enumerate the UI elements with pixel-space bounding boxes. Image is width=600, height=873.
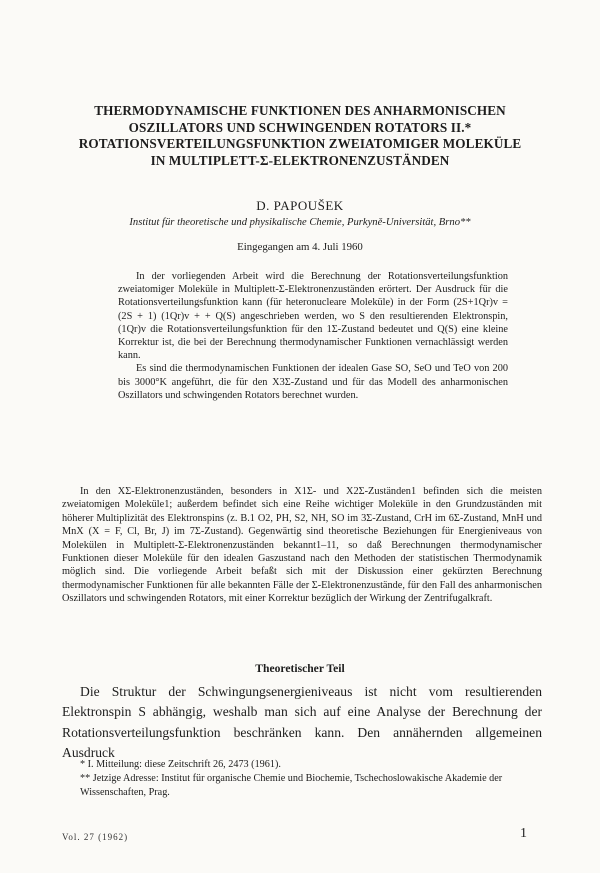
- section-body: [62, 682, 542, 764]
- footnotes: [62, 758, 542, 800]
- abstract-paragraph: In der vorliegenden Arbeit wird die Berechnung der Rotationsverteilungsfunktion zweiatomiger Moleküle in Multiplett-Σ-Elektronenzuständen erörtert. Der Ausdruck für die Rotationsverteilungsfunktion kann (für heteronucleare Moleküle) in der Form (2S+1Qr)v = (2S + 1) (1Qr)v + + Q(S) angeschrieben werden, wo S den resultierenden Elektronspin, (1Qr)v die Rotationsverteilungsfunktion für den 1Σ-Zustand bedeutet und Q(S) eine kleine Korrektur ist, die bei der Berechnung thermodynamischer Funktionen vernachlässigt werden kann.: [118, 271, 508, 362]
- title-line: IN MULTIPLETT-Σ-ELEKTRONENZUSTÄNDEN: [150, 152, 450, 168]
- section-paragraph: Die Struktur der Schwingungsenergieniveaus ist nicht vom resultierenden Elektronspin S abhängig, weshalb man sich auf eine Analyse der Berechnung der Rotationsverteilungsfunktion beschränken kann. Den annähernden allgemeinen Ausdruck: [62, 684, 542, 761]
- abstract-paragraph: Es sind die thermodynamischen Funktionen der idealen Gase SO, SeO und TeO von 200 bis 3000°K angeführt, die für den X3Σ-Zustand und für das Modell des anharmonischen Oszillators und schwingenden Rotators berechnet wurden.: [118, 363, 508, 401]
- introduction: [62, 485, 542, 606]
- article-title: [40, 103, 560, 169]
- title-line: ROTATIONSVERTEILUNGSFUNKTION ZWEIATOMIGER MOLEKÜLE: [78, 136, 522, 151]
- journal-volume: Vol. 27 (1962): [62, 832, 129, 842]
- footnote: * I. Mitteilung: diese Zeitschrift 26, 2473 (1961).: [80, 759, 281, 770]
- section-heading: Theoretischer Teil: [255, 662, 345, 675]
- received-date: Eingegangen am 4. Juli 1960: [237, 241, 363, 253]
- title-line: OSZILLATORS UND SCHWINGENDEN ROTATORS II.*: [128, 119, 472, 135]
- author-affiliation: Institut für theoretische und physikalische Chemie, Purkyně-Universität, Brno**: [129, 217, 471, 228]
- abstract: [118, 270, 508, 402]
- footnote: ** Jetzige Adresse: Institut für organische Chemie und Biochemie, Tschechoslowakische Akademie der Wissenschaften, Prag.: [80, 773, 503, 798]
- author-name: D. PAPOUŠEK: [256, 198, 344, 213]
- body-paragraph: In den XΣ-Elektronenzuständen, besonders in X1Σ- und X2Σ-Zuständen1 befinden sich die meisten zweiatomigen Moleküle1; außerdem befindet sich eine Reihe wichtiger Moleküle in den Grundzuständen mit höherer Multiplizität des Elektronspins (z. B.1 O2, PH, S2, NH, SO im 3Σ-Zustand, CrH im 6Σ-Zustand, MnH und MnX (X = F, Cl, Br, J) im 7Σ-Zustand). Gegenwärtig sind theoretische Beziehungen für Energieniveaus von Molekülen in Multiplett-Σ-Elektronenzuständen bekannt1–11, so daß Berechnungen thermodynamischer Funktionen dieser Moleküle für den idealen Gaszustand nach den Methoden der statistischen Thermodynamik möglich sind. Die vorliegende Arbeit befaßt sich mit der Diskussion einer gekürzten Berechnung thermodynamischer Funktionen für alle bekannten Fälle der Σ-Elektronenzustände, für den Fall des anharmonischen Oszillators und schwingenden Rotators, mit einer Korrektur bezüglich der Wirkung der Zentrifugalkraft.: [62, 486, 542, 605]
- page-number: 1: [520, 826, 527, 841]
- title-line: THERMODYNAMISCHE FUNKTIONEN DES ANHARMONISCHEN: [94, 103, 506, 118]
